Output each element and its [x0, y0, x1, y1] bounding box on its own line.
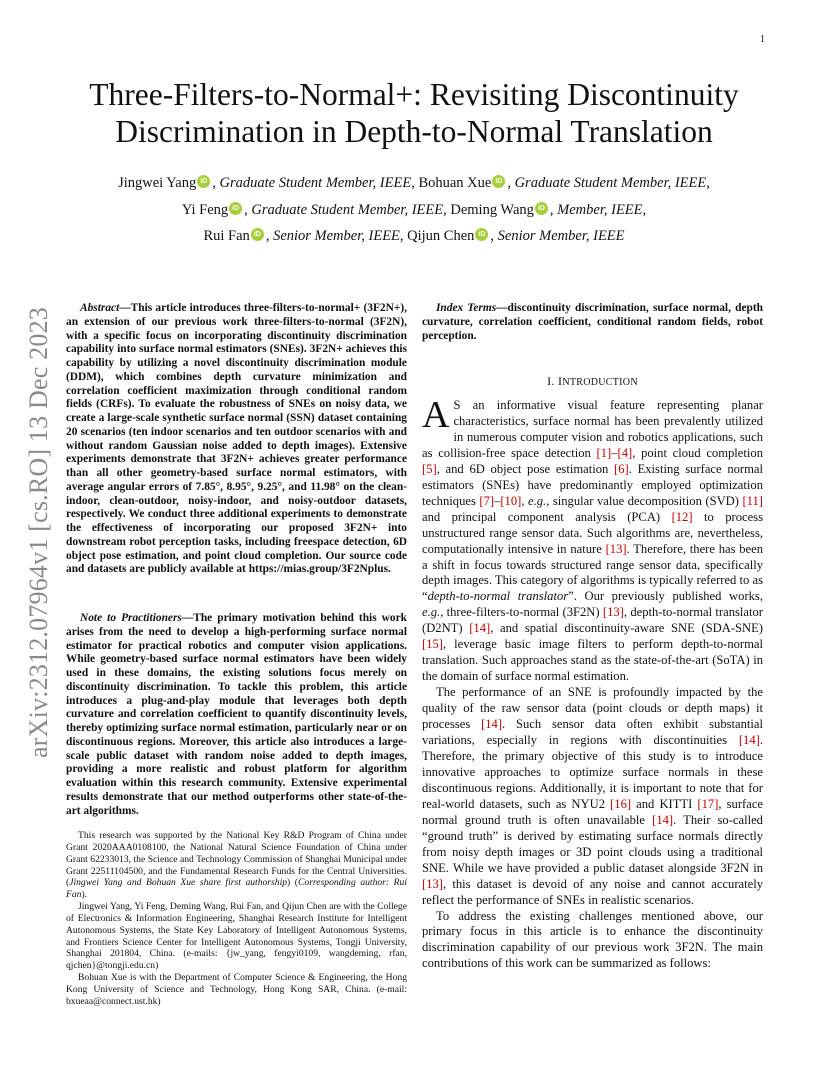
footnotes — [66, 830, 407, 1008]
orcid-icon[interactable]: iD — [229, 202, 242, 215]
citation-link[interactable]: [1] — [596, 445, 612, 460]
citation-link[interactable]: [14] — [738, 733, 760, 748]
text-run: – — [611, 445, 618, 460]
abstract-label: Abstract — [80, 302, 120, 314]
orcid-icon[interactable]: iD — [492, 175, 505, 188]
footnote-text: This research was supported by the National Key R&D Program of China under Grant 2020AAA0108100, the National Natural Science Foundation of China under Grant 62233013, the Science and Technology Commission of Shanghai Municipal under Grant 22511104500, and the Fundamental Research Funds for the Central Universities. ( — [66, 830, 407, 889]
citation-link[interactable]: [13] — [422, 876, 443, 891]
citation-link[interactable]: [13] — [605, 541, 627, 556]
footnote-text: ). — [81, 889, 88, 901]
intro-paragraph-3: To address the existing challenges mentioned above, our primary focus in this article is to enhance the discontinuity discrimination capability of our previous work 3F2N. The main contributions of this work can be summarized as follows: — [422, 908, 763, 971]
citation-link[interactable]: [7] — [479, 493, 495, 508]
author-role: Senior Member, IEEE — [273, 228, 400, 244]
section-heading-introduction — [422, 374, 763, 389]
citation-link[interactable]: [4] — [617, 445, 633, 460]
arxiv-stamp: arXiv:2312.07964v1 [cs.RO] 13 Dec 2023 — [24, 307, 53, 758]
citation-link[interactable]: [17] — [697, 796, 719, 811]
citation-link[interactable]: [14] — [469, 621, 491, 636]
title-line-1: Three-Filters-to-Normal+: Revisiting Discontinuity — [89, 77, 739, 112]
index-terms — [422, 302, 763, 343]
text-run: , surface normal ground truth is often unavailable — [422, 796, 764, 827]
paper-title — [40, 76, 788, 150]
practitioners-text: —The primary motivation behind this work arises from the need to develop a high-performing surface normal estimator for practical robotics and computer vision applications. While geometry-based surface normal estimators have been widely used in these domains, the existing solutions focus merely on discontinuity discrimination. To tackle this problem, this article introduces a plug-and-play module that leverages both depth curvature and correlation coefficient to quantify discontinuity levels, thereby optimizing surface normal estimation, particularly near or on discontinuous regions. Moreover, this article also introduces a large-scale public dataset with random noise added to depth images, providing a more realistic and robust platform for algorithm evaluation within this research community. Extensive experimental results demonstrate that our method outperforms other state-of-the-art algorithms. — [66, 612, 407, 817]
text-run: . Therefore, there has been a shift in focus towards structured range sensor data, specifically depth images. This category of algorithms is typically referred to as “ — [422, 541, 763, 604]
page-number: 1 — [760, 34, 765, 45]
index-terms-paragraph — [422, 302, 763, 343]
footnote-affiliation-hkust: Bohuan Xue is with the Department of Computer Science & Engineering, the Hong Kong University of Science and Technology, Hong Kong SAR, China. (e-mail: bxueaa@connect.ust.hk) — [66, 972, 407, 1007]
section-title-rest: NTRODUCTION — [562, 377, 638, 388]
author-role: Senior Member, IEEE — [497, 228, 625, 244]
citation-link[interactable]: [10] — [500, 493, 522, 508]
author-name: Rui Fan — [203, 228, 250, 244]
text-run: , and 6D object pose estimation — [436, 461, 615, 476]
author-name: Deming Wang — [450, 201, 534, 218]
author-name: Bohuan Xue — [418, 175, 492, 191]
text-run: . Therefore, the primary objective of this study is to introduce innovative approaches to optimize surface normals in these discontinuous regions. Additionally, it is important to note that for real-world datasets, such as NYU2 — [422, 733, 763, 811]
author-name: Jingwei Yang — [118, 175, 197, 191]
citation-link[interactable]: [11] — [742, 493, 763, 508]
author-role: Graduate Student Member, IEEE — [219, 175, 412, 191]
text-run: , and spatial discontinuity-aware SNE (SDA-SNE) — [490, 621, 764, 636]
intro-paragraph-1 — [422, 394, 764, 685]
text-run: . Existing surface normal estimators (SNEs) have predominantly employed optimization techniques — [422, 461, 763, 508]
text-run: , three-filters-to-normal (3F2N) — [440, 605, 603, 620]
footnote-text: ) ( — [287, 877, 298, 889]
index-terms-label: Index Terms — [436, 302, 497, 314]
orcid-icon[interactable]: iD — [475, 228, 488, 241]
orcid-icon[interactable]: iD — [197, 175, 210, 188]
footnote-italic: Jingwei Yang and Bohuan Xue share first authorship — [69, 877, 288, 889]
author-block — [40, 170, 788, 250]
citation-link[interactable]: [13] — [602, 605, 624, 620]
citation-link[interactable]: [5] — [422, 461, 437, 476]
footnote-affiliation-tongji: Jingwei Yang, Yi Feng, Deming Wang, Rui Fan, and Qijun Chen are with the College of Electronics & Information Engineering, Shanghai Research Institute for Intelligent Autonomous Systems, the State Key Laboratory of Intelligent Autonomous Systems, and Frontiers Science Center for Intelligent Autonomous Systems, Tongji University, Shanghai 201804, China. (e-mails: {jw_yang, fengyi0109, wangdeming, rfan, qjchen}@tongji.edu.cn) — [66, 901, 407, 972]
text-run: and principal component analysis (PCA) — [422, 509, 672, 524]
abstract-text: —This article introduces three-filters-to-normal+ (3F2N+), an extension of our previous work three-filters-to-normal (3F2N), with a specific focus on incorporating discontinuity discrimination capability into surface normal estimators (SNEs). 3F2N+ achieves this capability by utilizing a novel discontinuity discrimination module (DDM), which combines depth curvature minimization and correlation coefficient maximization through conditional random fields (CRFs). To evaluate the robustness of SNEs on noisy data, we create a large-scale synthetic surface normal (SSN) dataset containing 20 scenarios (ten indoor scenarios and ten outdoor scenarios with and without random Gaussian noise added to depth images). Extensive experiments demonstrate that 3F2N+ achieves greater performance than all other geometry-based surface normal estimators, with average angular errors of 7.85°, 8.95°, 9.25°, and 11.98° on the clean-indoor, clean-outdoor, noisy-indoor, and noisy-outdoor datasets, respectively. We conduct three additional experiments to demonstrate the effectiveness of incorporating our proposed 3F2N+ into downstream robot perception tasks, including freespace detection, 6D object pose estimation, and point cloud completion. Our source code and datasets are publicly available at https://mias.group/3F2Nplus. — [66, 302, 407, 576]
citation-link[interactable]: [6] — [614, 461, 629, 476]
author-name: Qijun Chen — [407, 228, 475, 244]
introduction-body — [422, 394, 764, 972]
citation-link[interactable]: [12] — [671, 509, 693, 524]
author-line-2: Yi Feng iD , Graduate Student Member, IEEE, Deming Wang iD , Member, IEEE, — [181, 201, 647, 218]
text-run: ”. Our previously published works, — [568, 589, 763, 604]
text-run: to process unstructured range sensor data. Such algorithms are, nevertheless, computationally intensive in nature — [422, 509, 763, 556]
index-terms-text: —discontinuity discrimination, surface normal, depth curvature, correlation coefficient, conditional random fields, robot perception. — [422, 302, 763, 342]
author-role: Graduate Student Member, IEEE — [514, 175, 707, 191]
abstract — [66, 302, 407, 577]
intro-paragraph-2 — [422, 685, 763, 908]
title-line-2: Discrimination in Depth-to-Normal Translation — [115, 114, 713, 149]
text-run: The performance of an SNE is profoundly impacted by the quality of the raw sensor data (point clouds or depth maps) it processes — [422, 685, 763, 732]
footnote-funding — [66, 830, 407, 901]
text-run: – — [494, 493, 501, 508]
italic-run: e.g. — [528, 493, 547, 508]
italic-run: e.g. — [422, 605, 441, 620]
footnote-italic: Corresponding author: Rui Fan — [66, 877, 407, 901]
author-line-3: Rui Fan iD , Senior Member, IEEE, Qijun Chen iD , Senior Member, IEEE — [203, 228, 625, 244]
text-run: , singular value decomposition (SVD) — [546, 493, 743, 508]
drop-cap: A — [422, 394, 450, 436]
text-run: . Such sensor data often exhibit substantial variations, especially in regions with discontinuities — [422, 717, 763, 748]
author-role: Member, IEEE — [557, 201, 643, 218]
text-run: , this dataset is devoid of any noise and cannot accurately reflect the performance of SNEs in realistic scenarios. — [422, 876, 763, 907]
practitioners-paragraph — [66, 612, 407, 818]
text-run: S an informative visual feature representing planar characteristics, surface normal has been prevalently utilized in numerous computer vision and robotics applications, such as collision-free space detection — [422, 398, 763, 460]
text-run: , leverage basic image filters to perform depth-to-normal translation. Such approaches stand as the state-of-the-art (SoTA) in the domain of surface normal estimation. — [422, 637, 763, 684]
author-role: Graduate Student Member, IEEE — [251, 201, 444, 218]
text-run: , point cloud completion — [632, 445, 763, 460]
text-run: and KITTI — [631, 796, 698, 811]
orcid-icon[interactable]: iD — [535, 202, 548, 215]
text-run: , — [521, 493, 529, 508]
note-to-practitioners — [66, 612, 407, 818]
italic-run: depth-to-normal translator — [427, 589, 569, 604]
abstract-paragraph — [66, 302, 407, 577]
orcid-icon[interactable]: iD — [251, 228, 264, 241]
text-run: , depth-to-normal translator (D2NT) — [422, 605, 763, 636]
citation-link[interactable]: [14] — [652, 812, 674, 827]
section-title-initial: I — [558, 374, 563, 388]
text-run: . Their so-called “ground truth” is derived by estimating surface normals directly from noisy depth images or 3D point clouds using a traditional SNE. While we have provided a public dataset alongside 3F2N in — [422, 812, 763, 875]
section-numeral: I. — [547, 374, 559, 388]
citation-link[interactable]: [15] — [422, 637, 443, 652]
practitioners-label: Note to Practitioners — [80, 612, 182, 624]
citation-link[interactable]: [16] — [610, 796, 632, 811]
author-line-1: Jingwei Yang iD , Graduate Student Member, IEEE, Bohuan Xue iD , Graduate Student Member, IEEE, — [118, 175, 710, 191]
citation-link[interactable]: [14] — [481, 717, 503, 732]
author-name: Yi Feng — [181, 201, 229, 218]
